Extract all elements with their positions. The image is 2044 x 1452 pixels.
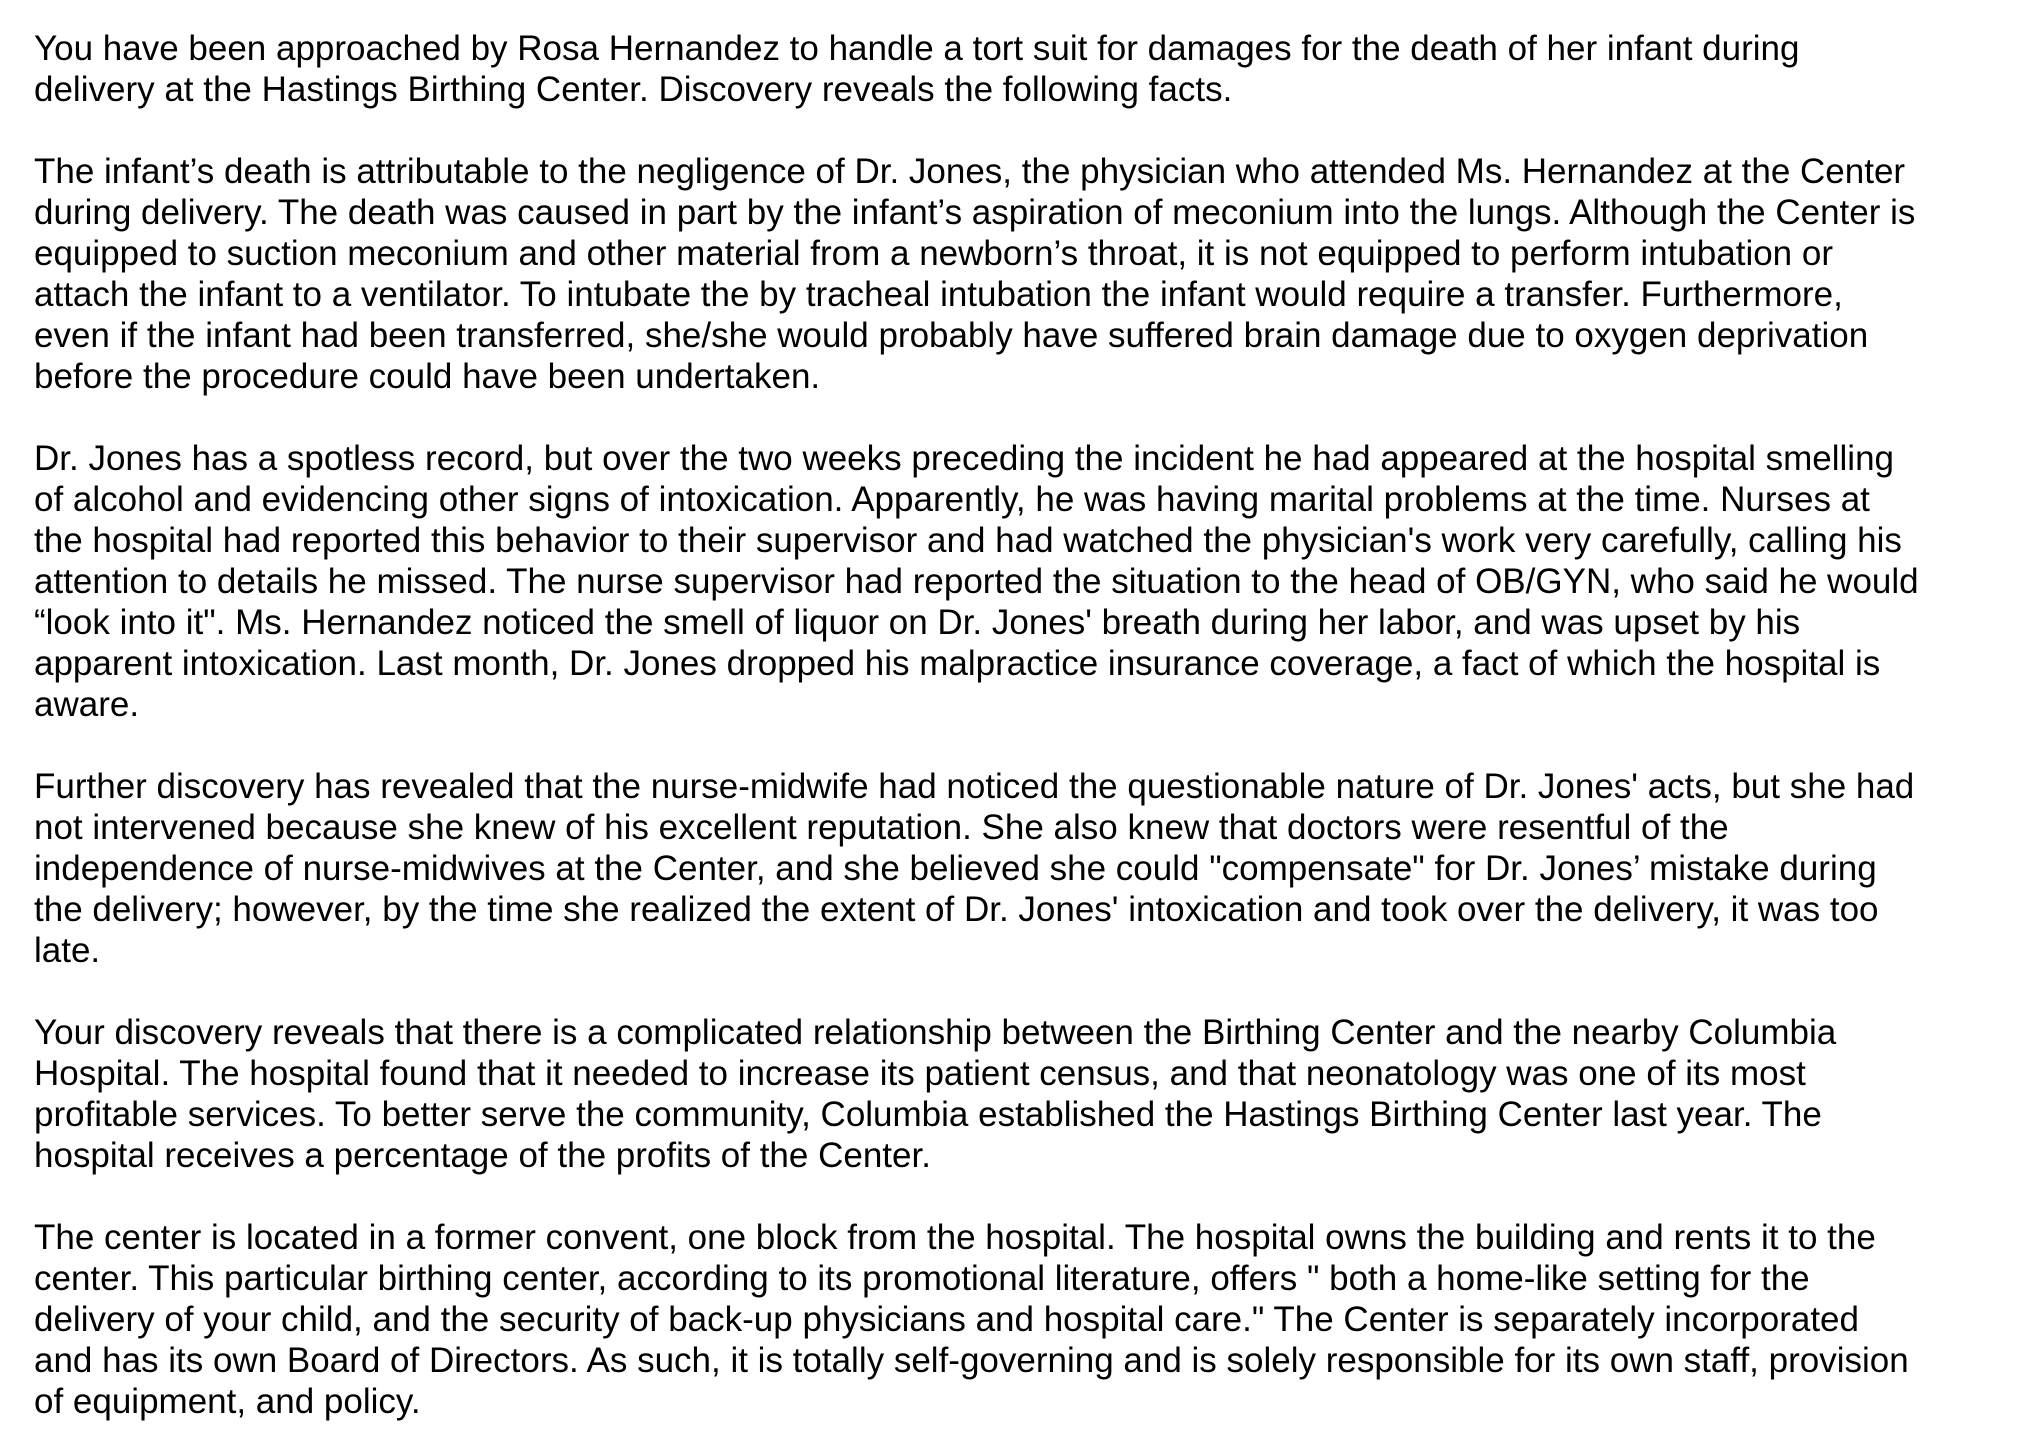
paragraph-dr-jones-record: Dr. Jones has a spotless record, but over the two weeks preceding the incident he had appeared at the hospital smelling of alcohol and evidencing other signs of intoxication. Apparently, he was having marital problems at the time. Nurses at the hospital had reported this behavior to their supervisor and had watched the physician's work very carefully, calling his attention to details he missed. The nurse supervisor had reported the situation to the head of OB/GYN, who said he would “look into it". Ms. Hernandez noticed the smell of liquor on Dr. Jones' breath during her labor, and was upset by his apparent intoxication. Last month, Dr. Jones dropped his malpractice insurance coverage, a fact of which the hospital is aware.	[34, 439, 1919, 724]
document-body	[34, 28, 2024, 1422]
paragraph-center-location: The center is located in a former convent, one block from the hospital. The hospital owns the building and rents it to the center. This particular birthing center, according to its promotional literature, offers " both a home-like setting for the delivery of your child, and the security of back-up physicians and hospital care." The Center is separately incorporated and has its own Board of Directors. As such, it is totally self-governing and is solely responsible for its own staff, provision of equipment, and policy.	[34, 1218, 1909, 1421]
paragraph-infant-death: The infant’s death is attributable to the negligence of Dr. Jones, the physician who attended Ms. Hernandez at the Center during delivery. The death was caused in part by the infant’s aspiration of meconium into the lungs. Although the Center is equipped to suction meconium and other material from a newborn’s throat, it is not equipped to perform intubation or attach the infant to a ventilator. To intubate the by tracheal intubation the infant would require a transfer. Furthermore, even if the infant had been transferred, she/she would probably have suffered brain damage due to oxygen deprivation before the procedure could have been undertaken.	[34, 152, 1916, 396]
paragraph-nurse-midwife: Further discovery has revealed that the nurse-midwife had noticed the questionable nature of Dr. Jones' acts, but she had not intervened because she knew of his excellent reputation. She also knew that doctors were resentful of the independence of nurse-midwives at the Center, and she believed she could "compensate" for Dr. Jones’ mistake during the delivery; however, by the time she realized the extent of Dr. Jones' intoxication and took over the delivery, it was too late.	[34, 767, 1915, 970]
paragraph-intro: You have been approached by Rosa Hernandez to handle a tort suit for damages for the death of her infant during delivery at the Hastings Birthing Center. Discovery reveals the following facts.	[34, 29, 1800, 109]
paragraph-hospital-relationship: Your discovery reveals that there is a complicated relationship between the Birthing Center and the nearby Columbia Hospital. The hospital found that it needed to increase its patient census, and that neonatology was one of its most profitable services. To better serve the community, Columbia established the Hastings Birthing Center last year. The hospital receives a percentage of the profits of the Center.	[34, 1013, 1837, 1175]
